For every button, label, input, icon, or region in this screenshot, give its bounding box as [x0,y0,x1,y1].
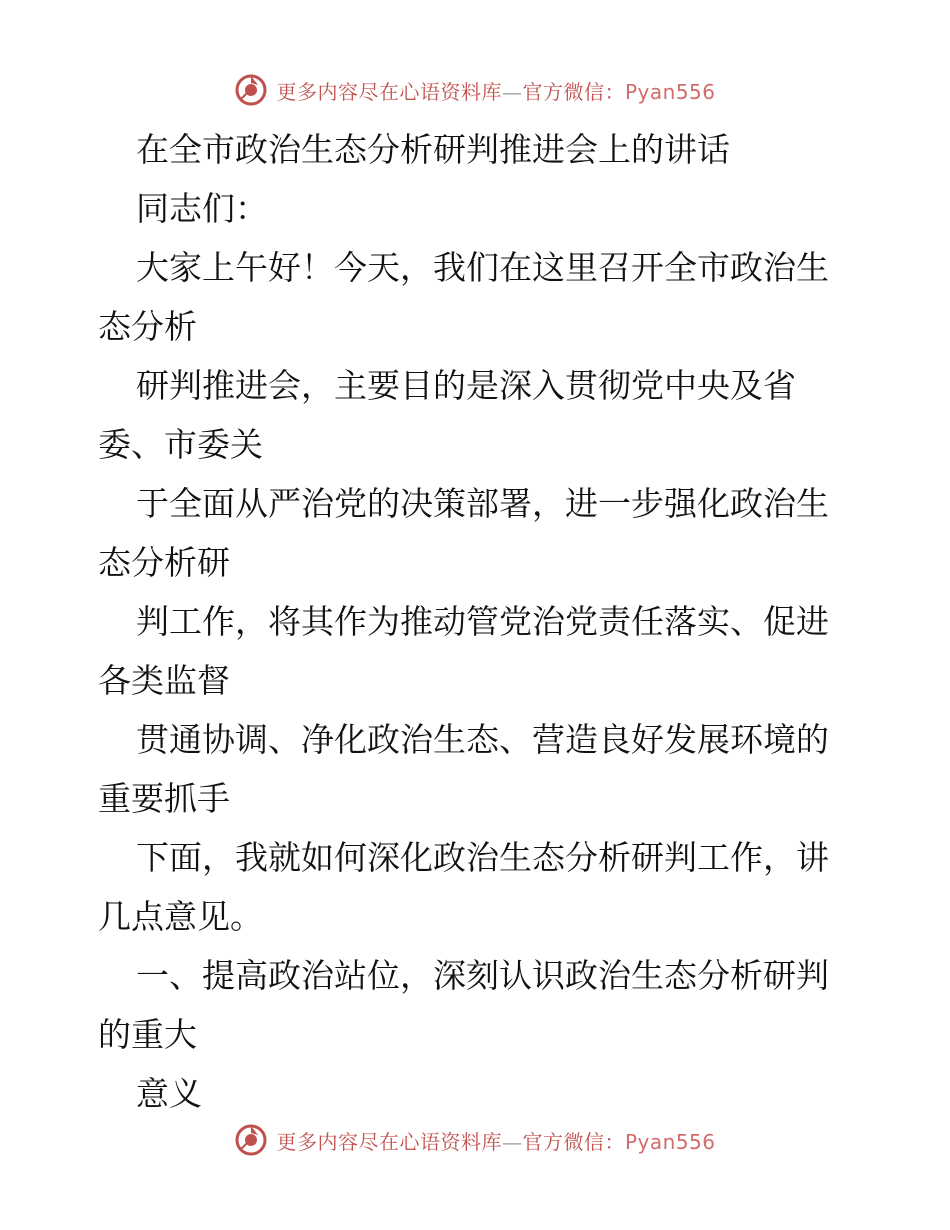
watermark-official: 官方微信： [522,79,625,104]
text-line: 下面，我就如何深化政治生态分析研判工作，讲 [136,838,829,877]
text-line: 几点意见。 [98,897,263,936]
watermark-brand: 更多内容尽在心语资料库 [276,79,502,104]
watermark-separator: — [501,1129,523,1154]
watermark-wechat-id: Pyan556 [624,79,716,104]
text-line: 同志们： [136,189,268,228]
watermark-wechat-id: Pyan556 [624,1129,716,1154]
text-line: 的重大 [98,1015,197,1054]
text-line: 重要抓手 [98,779,230,818]
watermark-brand: 更多内容尽在心语资料库 [276,1129,502,1154]
footer-watermark [0,1120,950,1160]
logo-icon [234,1123,268,1157]
text-line: 于全面从严治党的决策部署，进一步强化政治生 [136,484,829,523]
document-body [98,120,854,1123]
header-watermark [0,70,950,110]
text-line: 大家上午好！今天，我们在这里召开全市政治生 [136,248,829,287]
text-line: 各类监督 [98,661,230,700]
text-line: 一、提高政治站位，深刻认识政治生态分析研判 [136,956,829,995]
text-line: 研判推进会，主要目的是深入贯彻党中央及省 [136,366,796,405]
watermark-text [276,76,715,105]
watermark-text [276,1126,715,1155]
logo-icon [234,73,268,107]
text-line: 在全市政治生态分析研判推进会上的讲话 [136,130,730,169]
watermark-separator: — [501,79,523,104]
text-line: 意义 [136,1074,202,1113]
text-line: 委、市委关 [98,425,263,464]
text-line: 判工作，将其作为推动管党治党责任落实、促进 [136,602,829,641]
text-line: 态分析 [98,307,197,346]
text-line: 态分析研 [98,543,230,582]
watermark-official: 官方微信： [522,1129,625,1154]
text-line: 贯通协调、净化政治生态、营造良好发展环境的 [136,720,829,759]
